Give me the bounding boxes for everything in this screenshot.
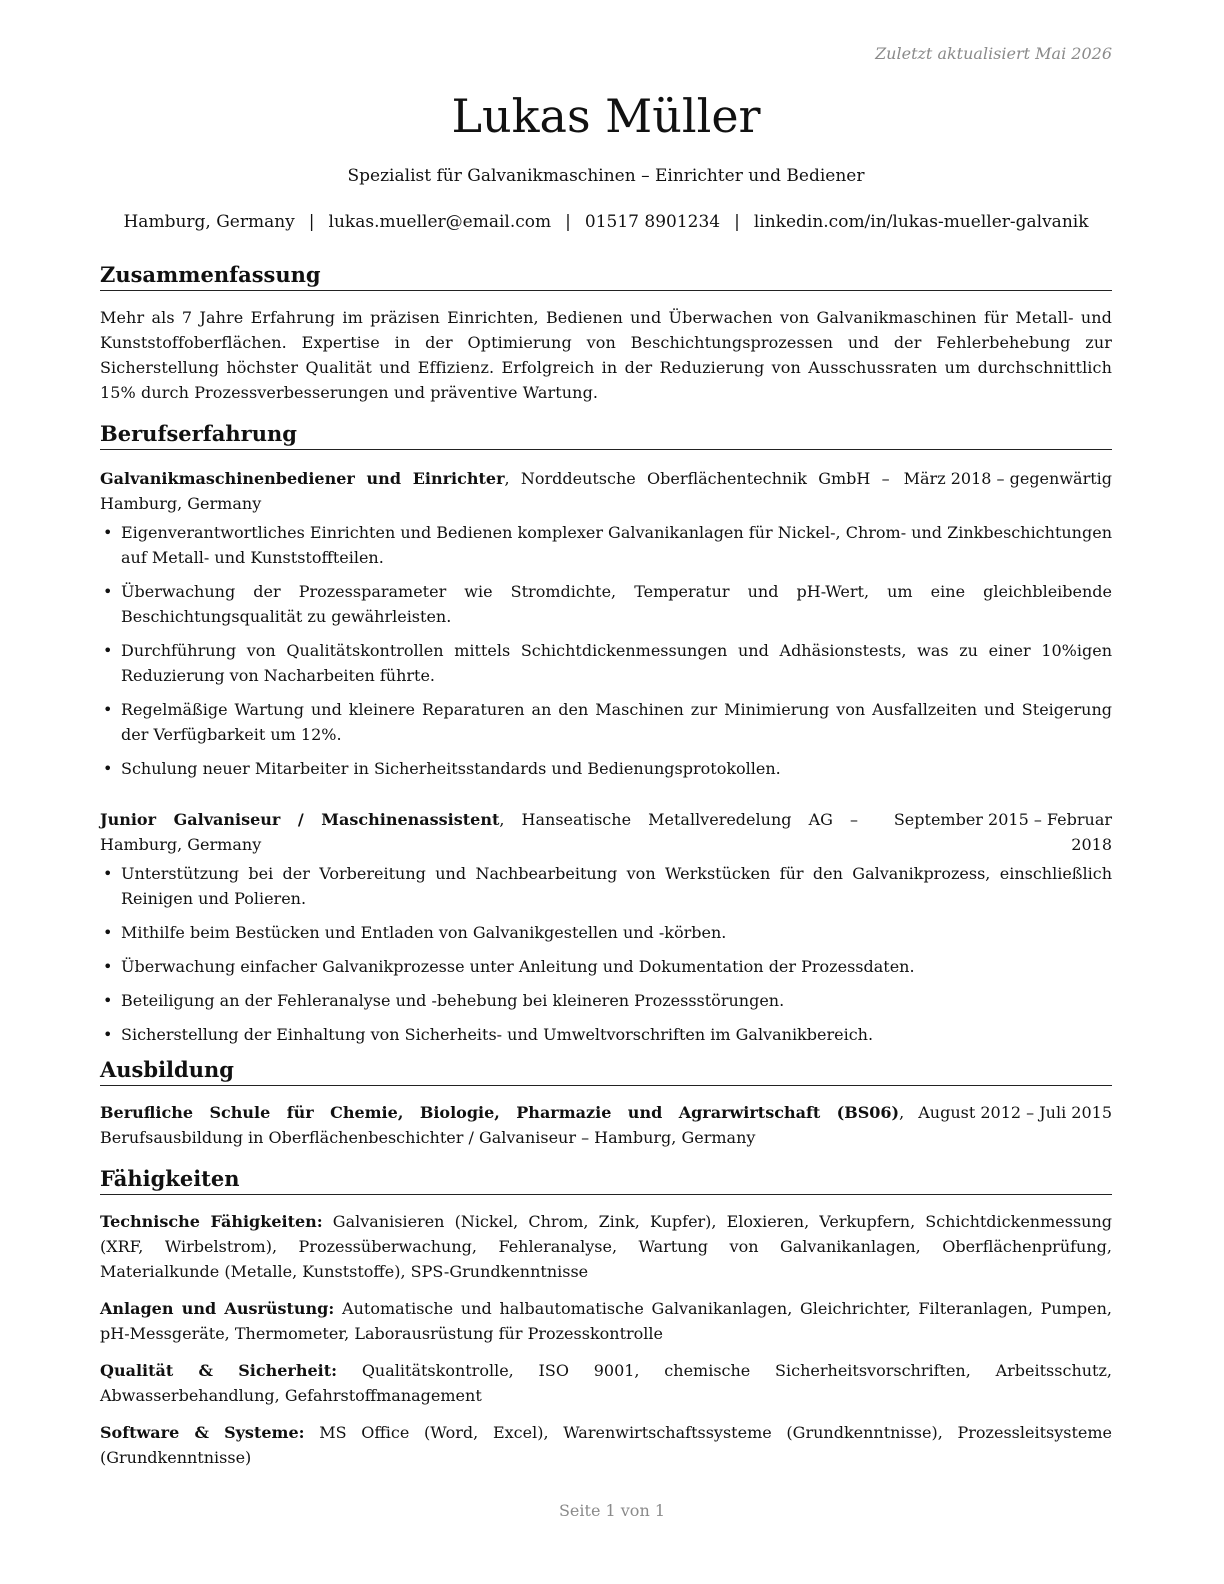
- contact-linkedin[interactable]: linkedin.com/in/lukas-mueller-galvanik: [753, 212, 1089, 232]
- skill-group-text: Automatische und halbautomatische Galvanikanlagen, Gleichrichter, Filteranlagen, Pumpen, pH-Messgeräte, Thermometer, Laborausrüstung für Prozesskontrolle: [100, 1299, 1112, 1343]
- summary-heading: Zusammenfassung: [100, 262, 1112, 291]
- skill-group: [100, 1420, 1112, 1470]
- job-entry: [100, 466, 1112, 781]
- skills-heading: Fähigkeiten: [100, 1166, 1112, 1195]
- skill-group: [100, 1209, 1112, 1284]
- job-dates: März 2018 – gegenwärtig: [903, 469, 1112, 488]
- job-bullets: [100, 520, 1112, 781]
- job-bullet: • Sicherstellung der Einhaltung von Sicherheits- und Umweltvorschriften im Galvanikbereich.: [100, 1022, 1112, 1047]
- last-updated-note: Zuletzt aktualisiert Mai 2026: [875, 44, 1112, 63]
- job-bullet: • Eigenverantwortliches Einrichten und Bedienen komplexer Galvanikanlagen für Nickel-, Chrom- und Zinkbeschichtungen auf Metall- und Kunststoffteilen.: [100, 520, 1112, 570]
- page-number: Seite 1 von 1: [558, 1501, 666, 1520]
- job-company: , Norddeutsche Oberflächentechnik GmbH – Hamburg, Germany: [100, 469, 890, 513]
- job-bullet: • Überwachung der Prozessparameter wie Stromdichte, Temperatur und pH-Wert, um eine gleichbleibende Beschichtungsqualität zu gewährleisten.: [100, 579, 1112, 629]
- contact-line: [100, 212, 1112, 232]
- contact-phone[interactable]: 01517 8901234: [584, 212, 721, 232]
- skill-group-label: Software & Systeme:: [100, 1423, 305, 1442]
- job-title-line: [100, 466, 890, 516]
- education-school: Berufliche Schule für Chemie, Biologie, Pharmazie und Agrarwirtschaft (BS06): [100, 1103, 900, 1122]
- resume-page: [100, 86, 1112, 1470]
- contact-separator: |: [565, 212, 571, 232]
- job-bullet: • Unterstützung bei der Vorbereitung und Nachbearbeitung von Werkstücken für den Galvanikprozess, einschließlich Reinigen und Polieren.: [100, 861, 1112, 911]
- education-line: [100, 1100, 904, 1150]
- contact-email[interactable]: lukas.mueller@email.com: [328, 212, 552, 232]
- skills-section: [100, 1166, 1112, 1470]
- skill-group: [100, 1296, 1112, 1346]
- job-title: Galvanikmaschinenbediener und Einrichter: [100, 469, 505, 488]
- job-bullet: • Überwachung einfacher Galvanikprozesse unter Anleitung und Dokumentation der Prozessdaten.: [100, 954, 1112, 979]
- skill-group-text: MS Office (Word, Excel), Warenwirtschaftssysteme (Grundkenntnisse), Prozessleitsysteme (Grundkenntnisse): [100, 1423, 1112, 1467]
- job-bullet: • Schulung neuer Mitarbeiter in Sicherheitsstandards und Bedienungsprotokollen.: [100, 756, 1112, 781]
- education-detail: , Berufsausbildung in Oberflächenbeschichter / Galvaniseur – Hamburg, Germany: [100, 1103, 905, 1147]
- job-entry: [100, 807, 1112, 1047]
- skill-group-label: Anlagen und Ausrüstung:: [100, 1299, 335, 1318]
- job-dates: September 2015 – Februar 2018: [893, 810, 1112, 854]
- summary-text: Mehr als 7 Jahre Erfahrung im präzisen Einrichten, Bedienen und Überwachen von Galvanikmaschinen für Metall- und Kunststoffoberflächen. Expertise in der Optimierung von Beschichtungsprozessen und der Fehlerbehebung zur Sicherstellung höchster Qualität und Effizienz. Erfolgreich in der Reduzierung von Ausschussraten um durchschnittlich 15% durch Prozessverbesserungen und präventive Wartung.: [100, 308, 1112, 402]
- education-heading: Ausbildung: [100, 1057, 1112, 1086]
- education-dates: August 2012 – Juli 2015: [918, 1103, 1112, 1122]
- summary-section: [100, 262, 1112, 405]
- contact-separator: |: [308, 212, 315, 232]
- candidate-subtitle: Spezialist für Galvanikmaschinen – Einrichter und Bediener: [347, 166, 865, 186]
- skill-group-text: Galvanisieren (Nickel, Chrom, Zink, Kupfer), Eloxieren, Verkupfern, Schichtdickenmessung (XRF, Wirbelstrom), Prozessüberwachung, Fehleranalyse, Wartung von Galvanikanlagen, Oberflächenprüfung, Materialkunde (Metalle, Kunststoffe), SPS-Grundkenntnisse: [100, 1212, 1113, 1281]
- job-bullet: • Regelmäßige Wartung und kleinere Reparaturen an den Maschinen zur Minimierung von Ausfallzeiten und Steigerung der Verfügbarkeit um 12%.: [100, 697, 1112, 747]
- job-bullets: [100, 861, 1112, 1047]
- job-title-line: [100, 807, 858, 857]
- contact-separator: |: [734, 212, 740, 232]
- job-company: , Hanseatische Metallveredelung AG – Hamburg, Germany: [100, 810, 858, 854]
- experience-section: [100, 421, 1112, 1047]
- job-bullet: • Beteiligung an der Fehleranalyse und -behebung bei kleineren Prozessstörungen.: [100, 988, 1112, 1013]
- contact-location: Hamburg, Germany: [123, 212, 295, 232]
- job-bullet: • Durchführung von Qualitätskontrollen mittels Schichtdickenmessungen und Adhäsionstests, was zu einer 10%igen Reduzierung von Nacharbeiten führte.: [100, 638, 1112, 688]
- skill-group-label: Qualität & Sicherheit:: [100, 1361, 338, 1380]
- skill-group-label: Technische Fähigkeiten:: [100, 1212, 323, 1231]
- experience-heading: Berufserfahrung: [100, 421, 1112, 450]
- candidate-name: Lukas Müller: [451, 89, 761, 143]
- job-bullet: • Mithilfe beim Bestücken und Entladen von Galvanikgestellen und -körben.: [100, 920, 1112, 945]
- skill-group-text: Qualitätskontrolle, ISO 9001, chemische Sicherheitsvorschriften, Arbeitsschutz, Abwasserbehandlung, Gefahrstoffmanagement: [100, 1361, 1112, 1405]
- education-entry: [100, 1100, 1112, 1150]
- skill-group: [100, 1358, 1112, 1408]
- job-title: Junior Galvaniseur / Maschinenassistent: [100, 810, 500, 829]
- education-section: [100, 1057, 1112, 1150]
